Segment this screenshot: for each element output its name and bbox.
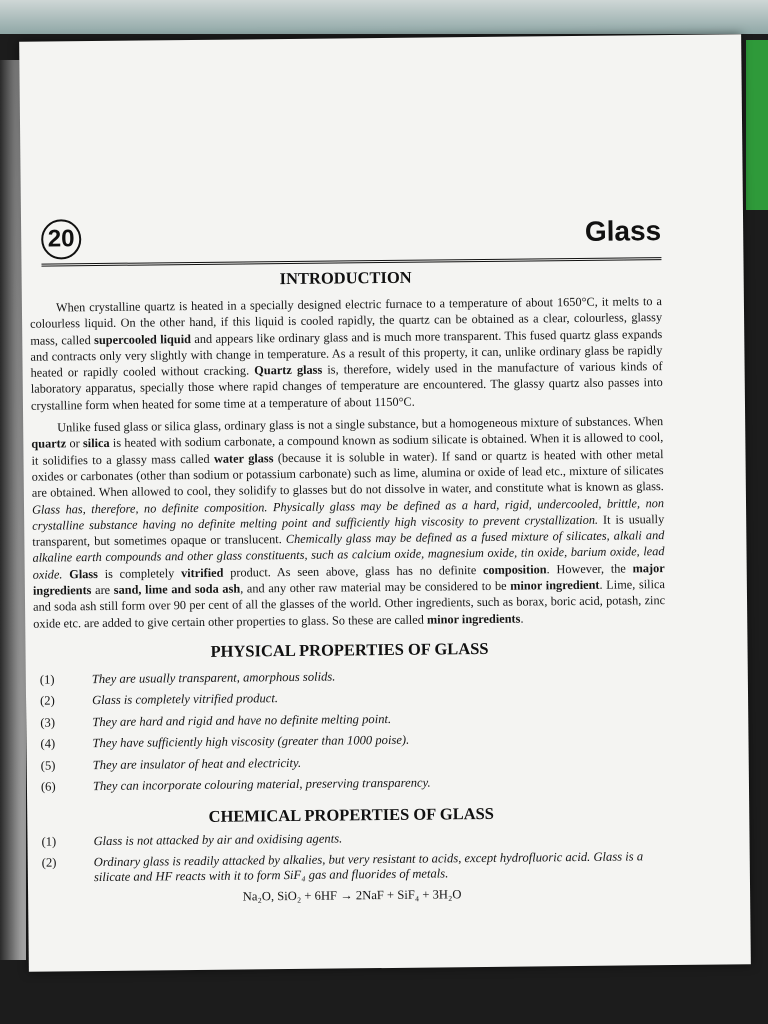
intro-paragraph-2: [31, 413, 665, 631]
chapter-number: 20: [41, 219, 81, 259]
item-number: (4): [40, 736, 56, 752]
item-number: (3): [40, 715, 56, 730]
bold-term: quartz: [31, 436, 67, 452]
bold-term: supercooled liquid: [94, 331, 192, 347]
item-number: (5): [40, 758, 56, 773]
item-number: (2): [39, 693, 55, 709]
bold-term: Quartz glass: [254, 362, 323, 378]
italic-definition: Glass has, therefore, no definite composition. Physically glass may be defined as a hard, rigid, undercooled, brittle, non crystalline substance having no definite melting point and sufficiently high viscosity to prevent crystallization.: [31, 495, 665, 533]
item-number: (1): [39, 672, 55, 687]
item-text: They can incorporate colouring material, preserving transparency.: [92, 775, 431, 794]
item-number: (6): [40, 779, 56, 795]
chemical-properties-heading: CHEMICAL PROPERTIES OF GLASS: [208, 803, 495, 826]
chapter-title: Glass: [584, 215, 662, 247]
bold-term: sand, lime and soda ash: [113, 581, 241, 597]
item-number: (2): [41, 855, 57, 870]
text-run: . However, the: [546, 561, 633, 577]
physical-properties-heading: PHYSICAL PROPERTIES OF GLASS: [210, 638, 489, 661]
item-text: Glass is completely vitrified product.: [91, 691, 279, 708]
bold-term: water glass: [213, 450, 274, 466]
item-text: Glass is not attacked by air and oxidising agents.: [93, 831, 343, 849]
list-item: [36, 849, 668, 886]
text-run: are: [91, 582, 114, 598]
text-run: Unlike fused glass or silica glass, ordinary glass is not a single substance, but a homogeneous mixture of substances. When: [57, 414, 664, 435]
text-run: When crystalline quartz is heated in a specially designed electric furnace to a temperature of about 1650°C, it melts to a colourless liquid. On the other hand, if this liquid is cooled rapidly, the quartz can be obtained as a clear, colourless, glassy mass, called: [30, 294, 663, 348]
text-run: is, therefore, widely used in the manufacture of various kinds of laboratory apparatus, specially those where rapid changes of temperature are encountered. The glassy quartz also passes into crystalline form when heated for some time at a temperature of about 1150°C.: [30, 359, 663, 413]
item-text: They are insulator of heat and electricity.: [92, 755, 302, 773]
bold-term: minor ingredients: [426, 611, 521, 627]
text-run: or: [66, 436, 84, 451]
item-number: (1): [41, 834, 57, 849]
item-text: They have sufficiently high viscosity (greater than 1000 poise).: [92, 733, 410, 751]
text-run: . Lime, silica and soda ash still form over 90 per cent of all the glasses of the world. Other ingredients, such as borax, boric acid, potash, zinc oxide etc. are added to give certain other properties to glass. So these are called: [32, 577, 666, 631]
page-body: [30, 263, 669, 907]
chemical-equation: Na₂O, SiO₂ + 6HF → 2NaF + SiF₄ + 3H₂O: [242, 887, 462, 904]
physical-properties-list: [34, 663, 667, 799]
bold-term: minor ingredient: [510, 577, 600, 593]
bold-term: silica: [82, 436, 110, 451]
bold-term: Glass: [69, 566, 98, 582]
bold-term: major ingredients: [32, 560, 665, 598]
intro-paragraph-1: [30, 293, 663, 414]
text-run: product. As seen above, glass has no definite: [223, 562, 484, 580]
text-run: .: [520, 611, 524, 626]
item-text: They are hard and rigid and have no definite melting point.: [92, 711, 392, 730]
text-run: and appears like ordinary glass and is much more transparent. This fused quartz glass expands and contracts only very slightly with change in temperature. As a result of this property, it can, unlike ordinary glass be rapidly heated or rapidly cooled without cracking.: [30, 326, 663, 380]
intro-heading: INTRODUCTION: [279, 267, 412, 289]
book-page: [19, 34, 751, 972]
chemical-properties-list: [35, 828, 667, 886]
text-run: It is usually transparent, but sometimes opaque or translucent.: [32, 511, 665, 549]
item-text: They are usually transparent, amorphous solids.: [91, 669, 336, 687]
background-top: [0, 0, 768, 34]
text-run: , and any other raw material may be considered to be: [240, 578, 511, 596]
text-run: is heated with sodium carbonate, a compound known as sodium silicate is obtained. When it is allowed to cool, it solidifies to a glassy mass called: [31, 430, 664, 468]
item-text: Ordinary glass is readily attacked by alkalies, but very resistant to acids, except hydrofluoric acid. Glass is a silicate and HF reacts with it to form SiF₄ gas and fluorides of metals.: [93, 849, 644, 885]
text-run: (because it is soluble in water). If sand or quartz is heated with other metal oxides or carbonates (other than sodium or potassium carbonate) such as lime, alumina or oxide of lead etc., mixture of silicates are obtained. When allowed to cool, they solidify to glasses but do not dissolve in water, and constitute what is known as glass.: [31, 446, 664, 500]
italic-definition: Chemically glass may be defined as a fused mixture of silicates, alkali and alkaline earth compounds and other glass constituents, such as calcium oxide, magnesium oxide, tin oxide, barium oxide, lead oxide.: [32, 528, 665, 582]
text-run: is completely: [97, 565, 182, 581]
green-bookmark: [746, 40, 768, 210]
list-item: [35, 828, 667, 850]
bold-term: vitrified: [180, 565, 224, 580]
bold-term: composition: [482, 562, 547, 577]
